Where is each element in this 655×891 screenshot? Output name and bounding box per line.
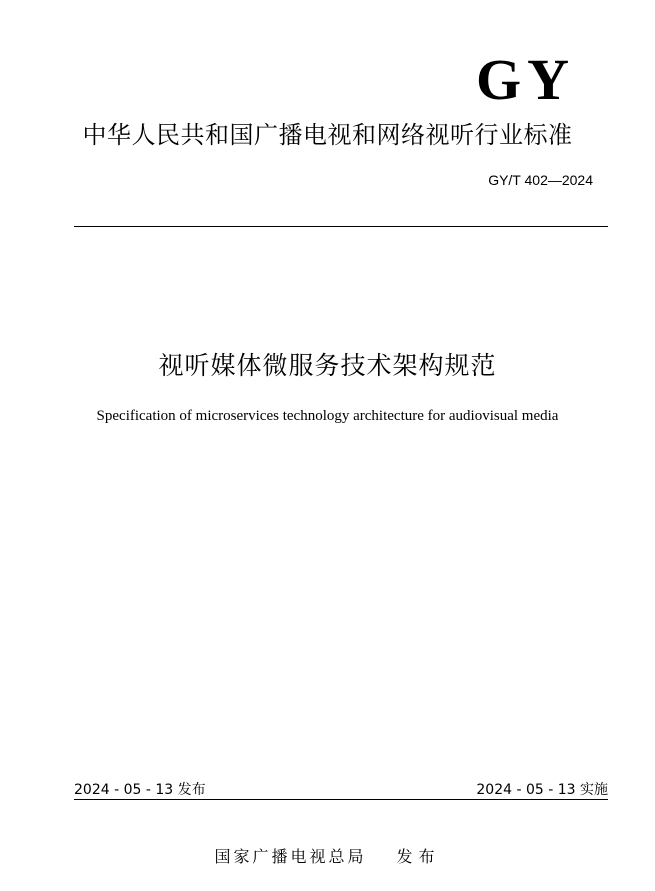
implementation-date: 2024 - 05 - 13 实施 — [476, 782, 608, 798]
issue-date: 2024 - 05 - 13 发布 — [74, 782, 206, 798]
bottom-divider — [74, 799, 608, 800]
standard-code: GY/T 402—2024 — [488, 172, 593, 188]
issuing-authority: 国家广播电视总局 — [214, 847, 367, 866]
issuer-line — [0, 846, 655, 868]
document-title-chinese: 视听媒体微服务技术架构规范 — [158, 351, 497, 380]
gy-logo: GY — [476, 47, 575, 112]
document-title-english: Specification of microservices technology architecture for audiovisual media — [96, 408, 559, 424]
publish-label: 发布 — [396, 847, 441, 866]
top-divider — [74, 226, 608, 227]
standard-category: 中华人民共和国广播电视和网络视听行业标准 — [82, 121, 573, 149]
